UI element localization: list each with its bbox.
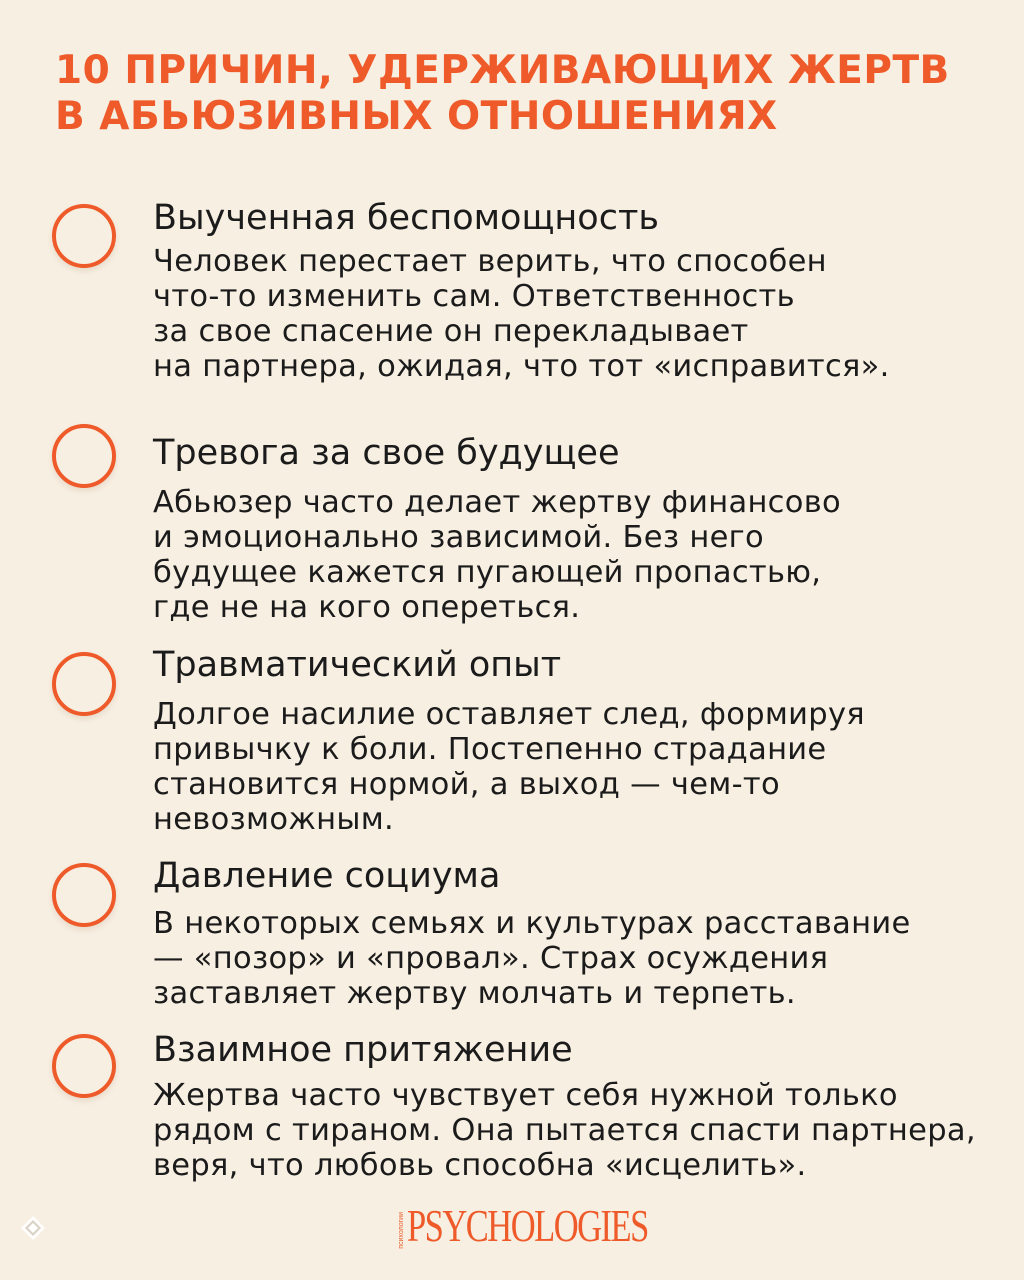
description-line: привычку к боли. Постепенно страдание <box>153 732 827 767</box>
logo-wordmark: PSYCHOLOGIES <box>407 1200 648 1251</box>
circle-checkbox-icon <box>52 1034 116 1098</box>
description-line: невозможным. <box>153 802 395 837</box>
description-line: на партнера, ожидая, что тот «исправится». <box>153 349 890 384</box>
psychologies-logo <box>398 1200 728 1251</box>
description-line: где не на кого опереться. <box>153 590 581 625</box>
title-line-1: 10 ПРИЧИН, УДЕРЖИВАЮЩИХ ЖЕРТВ <box>55 48 950 93</box>
description-line: В некоторых семьях и культурах расставание <box>153 906 911 941</box>
item-description <box>153 697 865 837</box>
logo-subtext: психологии <box>398 1212 405 1249</box>
description-line: Абьюзер часто делает жертву финансово <box>153 485 841 520</box>
circle-checkbox-icon <box>52 863 116 927</box>
description-line: Долгое насилие оставляет след, формируя <box>153 697 865 732</box>
item-title: Тревога за свое будущее <box>153 433 620 473</box>
item-description <box>153 906 911 1011</box>
description-line: становится нормой, а выход — чем-то <box>153 767 780 802</box>
description-line: за свое спасение он перекладывает <box>153 314 749 349</box>
description-line: что-то изменить сам. Ответственность <box>153 279 795 314</box>
page-title <box>55 48 995 140</box>
item-title: Давление социума <box>153 856 501 896</box>
item-description <box>153 244 890 384</box>
item-title: Взаимное притяжение <box>153 1030 573 1070</box>
description-line: будущее кажется пугающей пропастью, <box>153 555 822 590</box>
item-description <box>153 485 841 625</box>
description-line: и эмоционально зависимой. Без него <box>153 520 764 555</box>
item-title: Травматический опыт <box>153 645 562 685</box>
item-title: Выученная беспомощность <box>153 198 659 238</box>
title-line-2: В АБЬЮЗИВНЫХ ОТНОШЕНИЯХ <box>55 94 778 139</box>
description-line: — «позор» и «провал». Страх осуждения <box>153 941 829 976</box>
corner-logo-icon <box>20 1215 46 1241</box>
description-line: рядом с тираном. Она пытается спасти партнера, <box>153 1113 976 1148</box>
description-line: заставляет жертву молчать и терпеть. <box>153 976 796 1011</box>
circle-checkbox-icon <box>52 204 116 268</box>
item-description <box>153 1078 976 1183</box>
description-line: веря, что любовь способна «исцелить». <box>153 1148 807 1183</box>
circle-checkbox-icon <box>52 652 116 716</box>
description-line: Человек перестает верить, что способен <box>153 244 827 279</box>
circle-checkbox-icon <box>52 424 116 488</box>
description-line: Жертва часто чувствует себя нужной только <box>153 1078 898 1113</box>
